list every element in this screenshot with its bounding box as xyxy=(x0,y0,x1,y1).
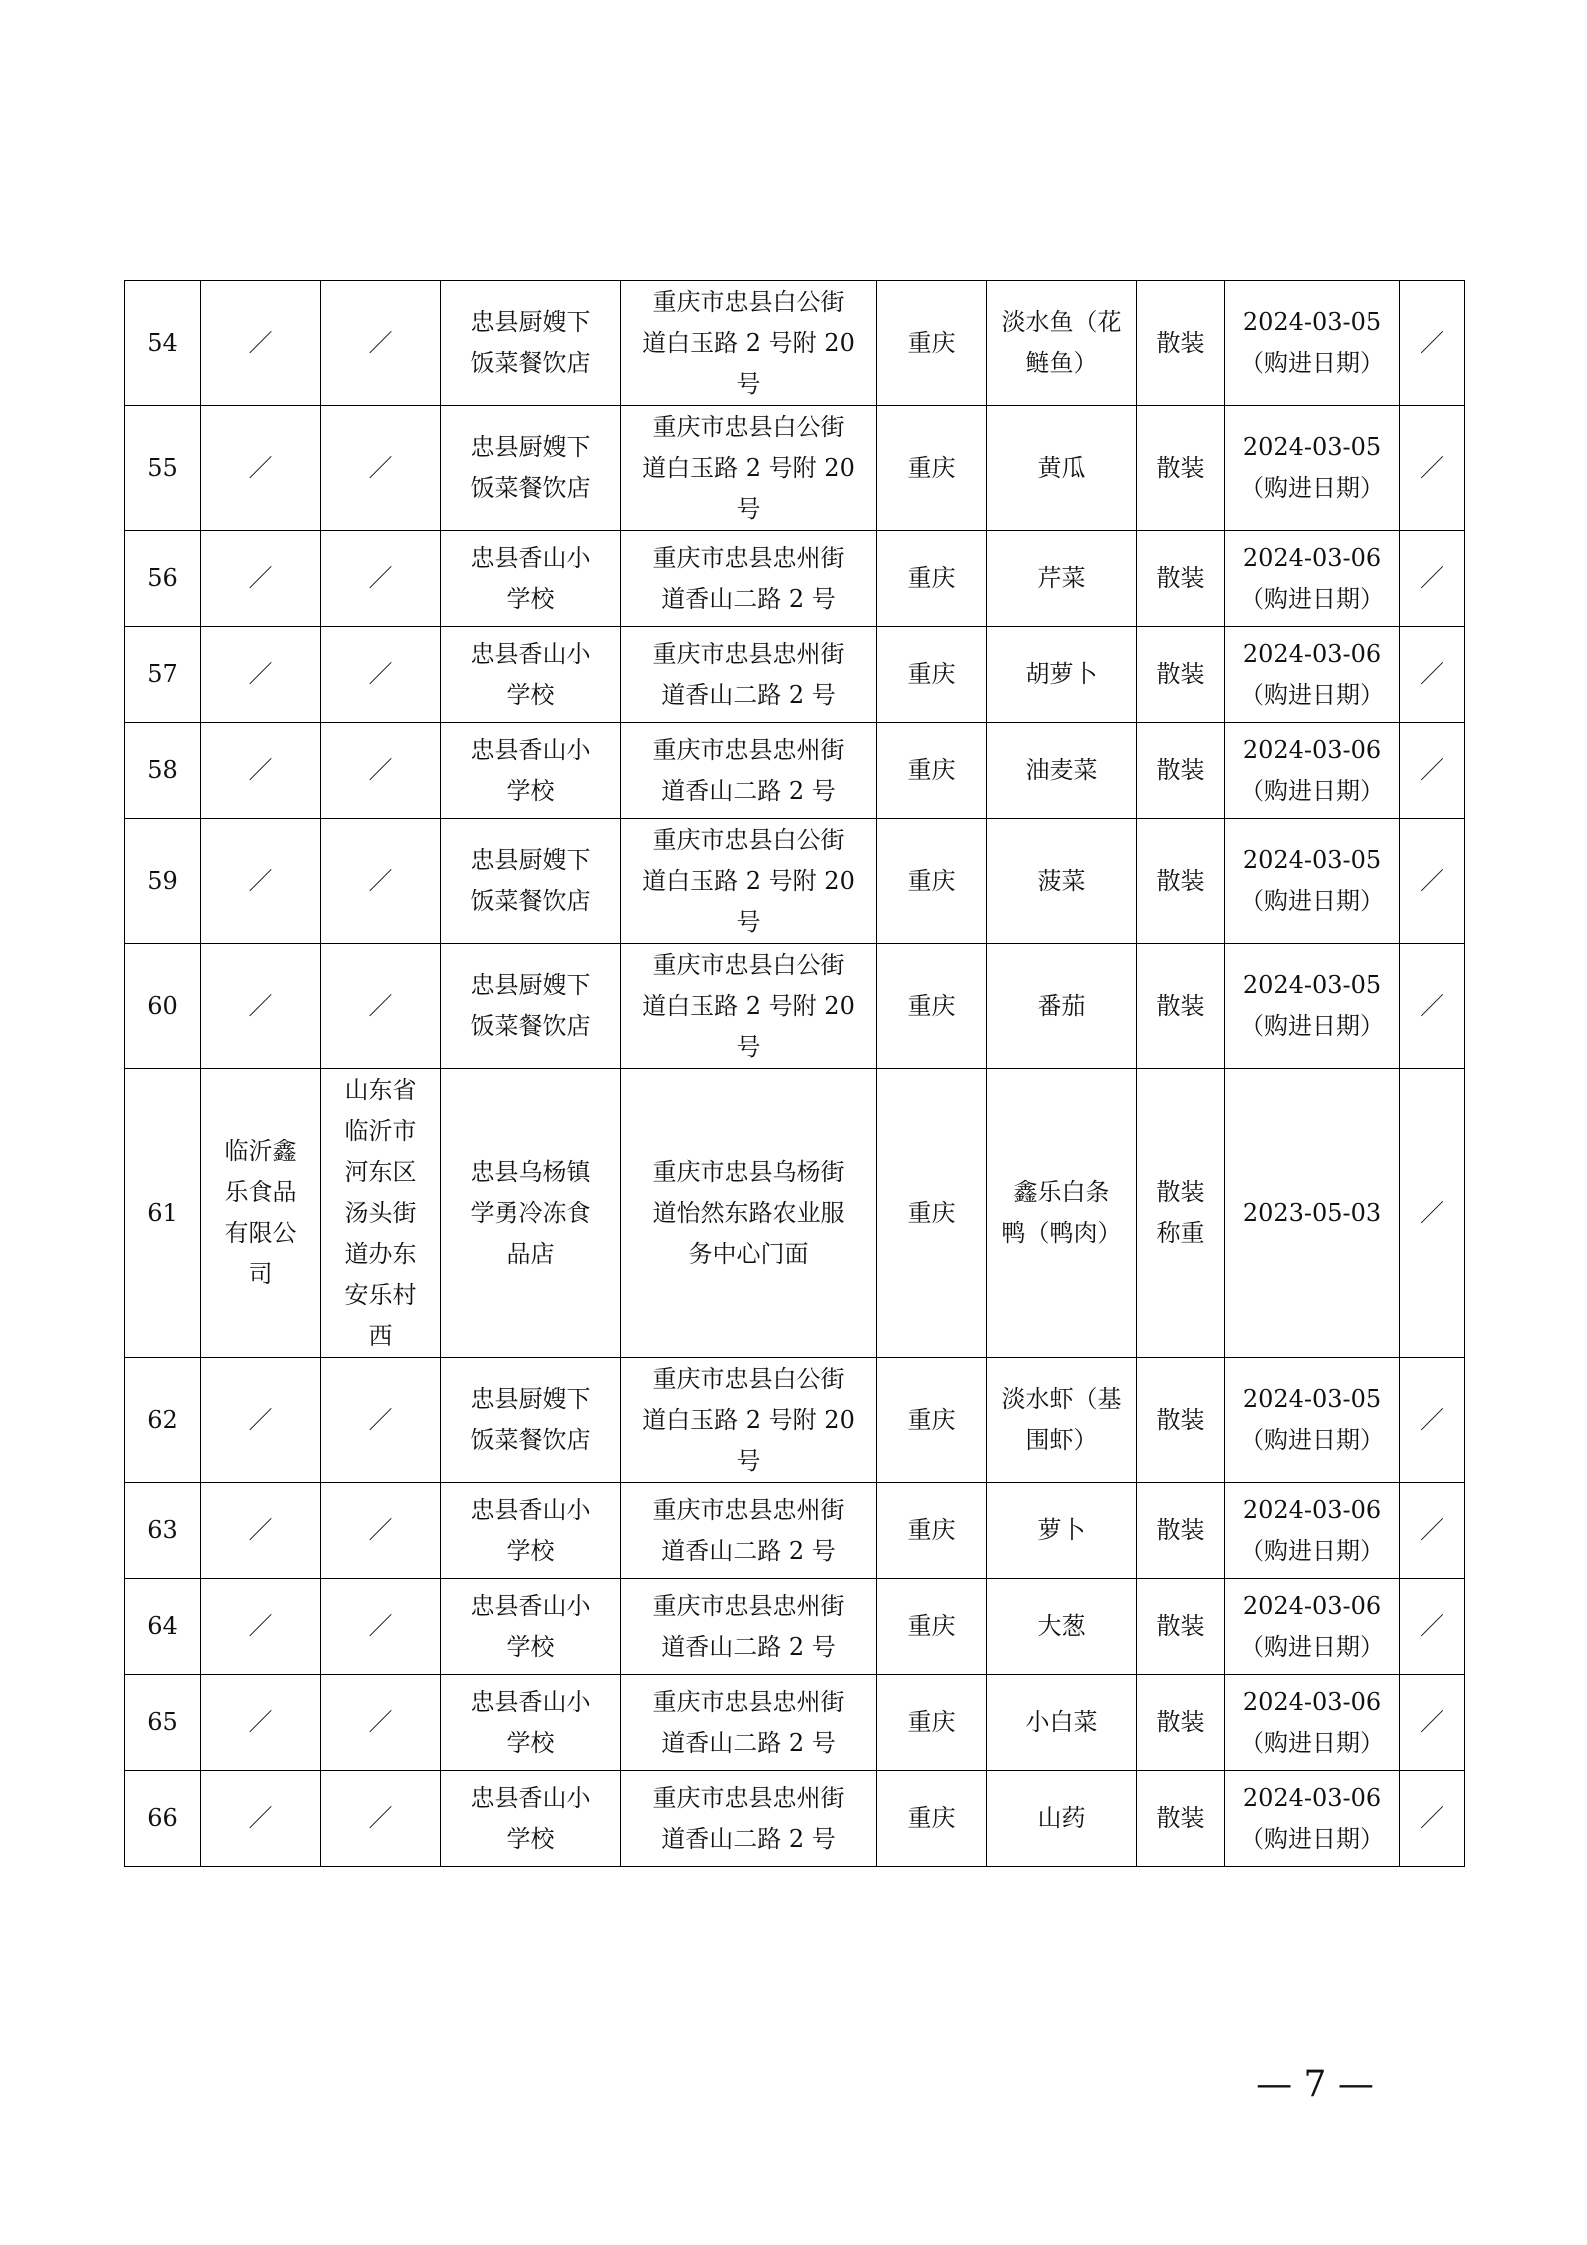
cell-no: 66 xyxy=(125,1771,201,1867)
table-row xyxy=(125,1771,1465,1867)
cell-producer-address: ／ xyxy=(321,819,441,944)
cell-trademark: ／ xyxy=(1400,1358,1465,1483)
cell-province: 重庆 xyxy=(877,1771,987,1867)
cell-seller: 忠县厨嫂下 饭菜餐饮店 xyxy=(441,944,621,1069)
cell-date: 2024-03-05 （购进日期） xyxy=(1225,281,1400,406)
cell-date: 2024-03-05 （购进日期） xyxy=(1225,819,1400,944)
table-row xyxy=(125,406,1465,531)
cell-date: 2024-03-05 （购进日期） xyxy=(1225,1358,1400,1483)
cell-seller: 忠县香山小 学校 xyxy=(441,1483,621,1579)
cell-no: 54 xyxy=(125,281,201,406)
cell-spec: 散装 称重 xyxy=(1137,1069,1225,1358)
cell-trademark: ／ xyxy=(1400,627,1465,723)
cell-trademark: ／ xyxy=(1400,1675,1465,1771)
cell-no: 62 xyxy=(125,1358,201,1483)
cell-seller-address: 重庆市忠县白公街 道白玉路 2 号附 20 号 xyxy=(621,819,877,944)
cell-food: 胡萝卜 xyxy=(987,627,1137,723)
cell-seller: 忠县厨嫂下 饭菜餐饮店 xyxy=(441,819,621,944)
cell-producer-address: ／ xyxy=(321,723,441,819)
page-number: — 7 — xyxy=(1256,2064,1374,2105)
cell-seller-address: 重庆市忠县白公街 道白玉路 2 号附 20 号 xyxy=(621,281,877,406)
cell-producer-address: ／ xyxy=(321,1579,441,1675)
table-row xyxy=(125,627,1465,723)
cell-producer: ／ xyxy=(201,1579,321,1675)
cell-seller: 忠县香山小 学校 xyxy=(441,723,621,819)
cell-food: 淡水鱼（花 鲢鱼） xyxy=(987,281,1137,406)
cell-no: 64 xyxy=(125,1579,201,1675)
cell-spec: 散装 xyxy=(1137,1358,1225,1483)
cell-spec: 散装 xyxy=(1137,819,1225,944)
cell-food: 芹菜 xyxy=(987,531,1137,627)
cell-trademark: ／ xyxy=(1400,1771,1465,1867)
cell-spec: 散装 xyxy=(1137,1675,1225,1771)
cell-spec: 散装 xyxy=(1137,723,1225,819)
cell-date: 2024-03-05 （购进日期） xyxy=(1225,406,1400,531)
cell-date: 2024-03-06 （购进日期） xyxy=(1225,627,1400,723)
table-row xyxy=(125,1069,1465,1358)
cell-province: 重庆 xyxy=(877,281,987,406)
cell-seller: 忠县厨嫂下 饭菜餐饮店 xyxy=(441,281,621,406)
cell-no: 58 xyxy=(125,723,201,819)
cell-producer: ／ xyxy=(201,281,321,406)
cell-producer-address: 山东省 临沂市 河东区 汤头街 道办东 安乐村 西 xyxy=(321,1069,441,1358)
cell-spec: 散装 xyxy=(1137,627,1225,723)
cell-spec: 散装 xyxy=(1137,1579,1225,1675)
cell-no: 57 xyxy=(125,627,201,723)
cell-food: 大葱 xyxy=(987,1579,1137,1675)
cell-producer: ／ xyxy=(201,723,321,819)
cell-producer: ／ xyxy=(201,1483,321,1579)
cell-food: 鑫乐白条 鸭（鸭肉） xyxy=(987,1069,1137,1358)
table-row xyxy=(125,1675,1465,1771)
cell-food: 菠菜 xyxy=(987,819,1137,944)
cell-trademark: ／ xyxy=(1400,1483,1465,1579)
cell-producer: ／ xyxy=(201,1358,321,1483)
cell-food: 小白菜 xyxy=(987,1675,1137,1771)
cell-food: 淡水虾（基 围虾） xyxy=(987,1358,1137,1483)
cell-date: 2024-03-06 （购进日期） xyxy=(1225,531,1400,627)
cell-seller: 忠县厨嫂下 饭菜餐饮店 xyxy=(441,406,621,531)
cell-trademark: ／ xyxy=(1400,1579,1465,1675)
cell-seller: 忠县乌杨镇 学勇冷冻食 品店 xyxy=(441,1069,621,1358)
cell-seller-address: 重庆市忠县忠州街 道香山二路 2 号 xyxy=(621,1675,877,1771)
cell-date: 2024-03-06 （购进日期） xyxy=(1225,1771,1400,1867)
cell-seller-address: 重庆市忠县忠州街 道香山二路 2 号 xyxy=(621,1483,877,1579)
cell-seller-address: 重庆市忠县白公街 道白玉路 2 号附 20 号 xyxy=(621,406,877,531)
cell-producer: ／ xyxy=(201,944,321,1069)
cell-food: 黄瓜 xyxy=(987,406,1137,531)
cell-seller: 忠县香山小 学校 xyxy=(441,1675,621,1771)
cell-producer-address: ／ xyxy=(321,1483,441,1579)
cell-date: 2024-03-06 （购进日期） xyxy=(1225,1675,1400,1771)
cell-trademark: ／ xyxy=(1400,723,1465,819)
cell-trademark: ／ xyxy=(1400,531,1465,627)
cell-seller: 忠县香山小 学校 xyxy=(441,531,621,627)
cell-trademark: ／ xyxy=(1400,819,1465,944)
cell-province: 重庆 xyxy=(877,819,987,944)
cell-date: 2024-03-06 （购进日期） xyxy=(1225,723,1400,819)
cell-province: 重庆 xyxy=(877,406,987,531)
cell-seller-address: 重庆市忠县忠州街 道香山二路 2 号 xyxy=(621,723,877,819)
cell-producer: ／ xyxy=(201,819,321,944)
cell-producer-address: ／ xyxy=(321,627,441,723)
cell-seller-address: 重庆市忠县忠州街 道香山二路 2 号 xyxy=(621,1771,877,1867)
cell-province: 重庆 xyxy=(877,1069,987,1358)
cell-trademark: ／ xyxy=(1400,944,1465,1069)
cell-date: 2024-03-06 （购进日期） xyxy=(1225,1483,1400,1579)
cell-producer: ／ xyxy=(201,627,321,723)
cell-producer: ／ xyxy=(201,406,321,531)
cell-no: 55 xyxy=(125,406,201,531)
cell-producer-address: ／ xyxy=(321,1675,441,1771)
table-row xyxy=(125,1483,1465,1579)
cell-province: 重庆 xyxy=(877,723,987,819)
cell-seller-address: 重庆市忠县忠州街 道香山二路 2 号 xyxy=(621,1579,877,1675)
cell-date: 2023-05-03 xyxy=(1225,1069,1400,1358)
sampling-table xyxy=(124,280,1465,1867)
cell-food: 番茄 xyxy=(987,944,1137,1069)
cell-food: 山药 xyxy=(987,1771,1137,1867)
cell-no: 65 xyxy=(125,1675,201,1771)
cell-seller: 忠县香山小 学校 xyxy=(441,627,621,723)
cell-spec: 散装 xyxy=(1137,281,1225,406)
cell-producer-address: ／ xyxy=(321,944,441,1069)
cell-food: 油麦菜 xyxy=(987,723,1137,819)
cell-province: 重庆 xyxy=(877,1579,987,1675)
cell-province: 重庆 xyxy=(877,944,987,1069)
table-row xyxy=(125,819,1465,944)
cell-producer-address: ／ xyxy=(321,1358,441,1483)
cell-producer-address: ／ xyxy=(321,531,441,627)
cell-food: 萝卜 xyxy=(987,1483,1137,1579)
table-row xyxy=(125,281,1465,406)
cell-producer: 临沂鑫 乐食品 有限公 司 xyxy=(201,1069,321,1358)
cell-seller-address: 重庆市忠县忠州街 道香山二路 2 号 xyxy=(621,531,877,627)
cell-date: 2024-03-05 （购进日期） xyxy=(1225,944,1400,1069)
cell-no: 60 xyxy=(125,944,201,1069)
cell-trademark: ／ xyxy=(1400,281,1465,406)
cell-spec: 散装 xyxy=(1137,1771,1225,1867)
cell-seller-address: 重庆市忠县白公街 道白玉路 2 号附 20 号 xyxy=(621,944,877,1069)
cell-no: 56 xyxy=(125,531,201,627)
cell-trademark: ／ xyxy=(1400,1069,1465,1358)
cell-province: 重庆 xyxy=(877,1483,987,1579)
cell-seller-address: 重庆市忠县乌杨街 道怡然东路农业服 务中心门面 xyxy=(621,1069,877,1358)
cell-date: 2024-03-06 （购进日期） xyxy=(1225,1579,1400,1675)
cell-producer-address: ／ xyxy=(321,406,441,531)
table-row xyxy=(125,531,1465,627)
cell-producer-address: ／ xyxy=(321,1771,441,1867)
table-row xyxy=(125,723,1465,819)
cell-no: 61 xyxy=(125,1069,201,1358)
cell-province: 重庆 xyxy=(877,1358,987,1483)
cell-spec: 散装 xyxy=(1137,406,1225,531)
cell-seller-address: 重庆市忠县忠州街 道香山二路 2 号 xyxy=(621,627,877,723)
cell-no: 59 xyxy=(125,819,201,944)
cell-province: 重庆 xyxy=(877,531,987,627)
cell-no: 63 xyxy=(125,1483,201,1579)
table-row xyxy=(125,1358,1465,1483)
cell-trademark: ／ xyxy=(1400,406,1465,531)
cell-seller: 忠县香山小 学校 xyxy=(441,1771,621,1867)
cell-producer-address: ／ xyxy=(321,281,441,406)
table-row xyxy=(125,1579,1465,1675)
table-row xyxy=(125,944,1465,1069)
cell-province: 重庆 xyxy=(877,627,987,723)
table-body xyxy=(125,281,1465,1867)
cell-seller: 忠县香山小 学校 xyxy=(441,1579,621,1675)
cell-province: 重庆 xyxy=(877,1675,987,1771)
cell-spec: 散装 xyxy=(1137,1483,1225,1579)
cell-seller: 忠县厨嫂下 饭菜餐饮店 xyxy=(441,1358,621,1483)
cell-producer: ／ xyxy=(201,531,321,627)
cell-producer: ／ xyxy=(201,1675,321,1771)
cell-seller-address: 重庆市忠县白公街 道白玉路 2 号附 20 号 xyxy=(621,1358,877,1483)
cell-spec: 散装 xyxy=(1137,944,1225,1069)
cell-spec: 散装 xyxy=(1137,531,1225,627)
cell-producer: ／ xyxy=(201,1771,321,1867)
